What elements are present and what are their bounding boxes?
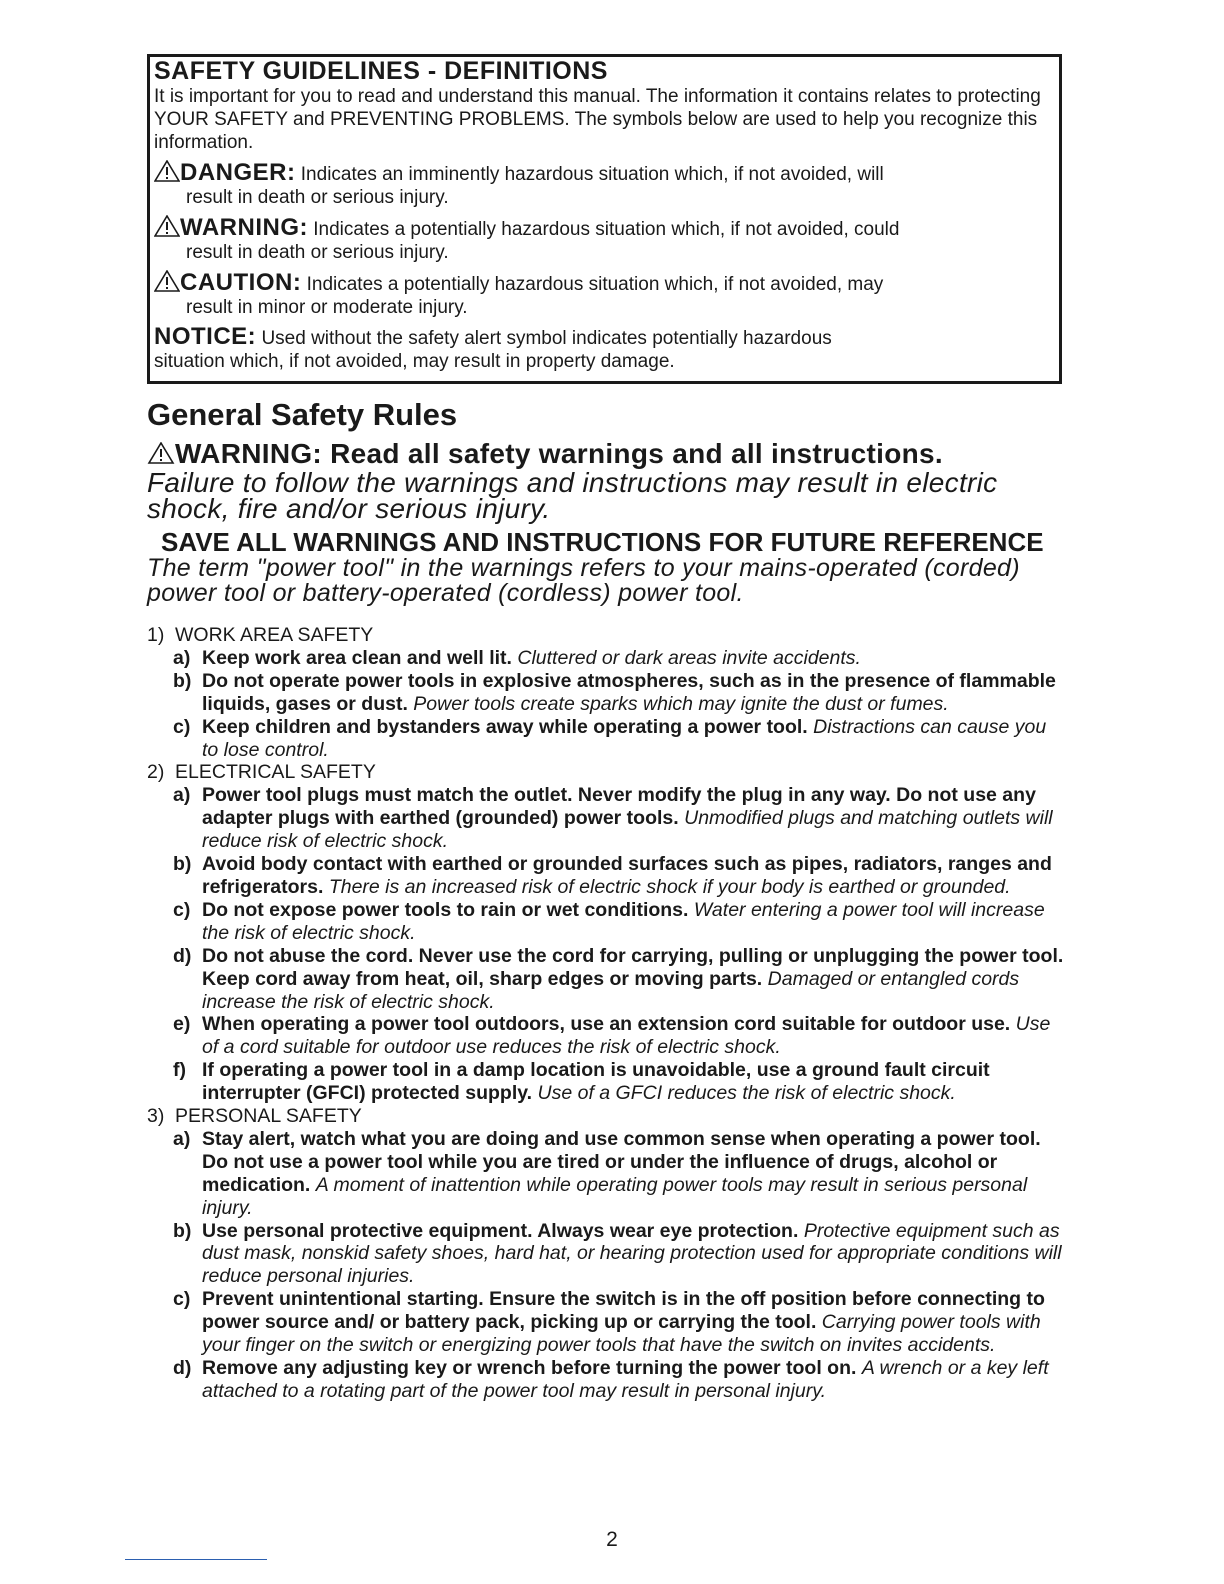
safety-definitions-box	[147, 54, 1062, 384]
rule-item	[147, 784, 1067, 853]
section-title: PERSONAL SAFETY	[175, 1105, 362, 1128]
rule-explanation: Power tools create sparks which may ignite the dust or fumes.	[413, 692, 949, 715]
rule-instruction: Avoid body contact with earthed or grounded surfaces such as pipes, radiators, ranges and refrigerators.	[202, 853, 1052, 898]
rule-instruction: Do not expose power tools to rain or wet conditions.	[202, 898, 689, 921]
rule-instruction: Do not abuse the cord. Never use the cord for carrying, pulling or unplugging the power tool. Keep cord away from heat, oil, sharp edges or moving parts.	[202, 944, 1064, 990]
general-warning	[147, 438, 1077, 522]
rule-item	[147, 647, 1067, 670]
rule-item	[147, 1059, 1067, 1105]
rule-instruction: Keep children and bystanders away while operating a power tool.	[202, 715, 808, 738]
notice-text-cont: situation which, if not avoided, may result in property damage.	[154, 351, 675, 372]
rule-explanation: Water entering a power tool will increase the risk of electric shock.	[202, 898, 1045, 944]
general-warning-title: WARNING: Read all safety warnings and all instructions.	[175, 438, 943, 469]
rule-explanation: Unmodified plugs and matching outlets will reduce risk of electric shock.	[202, 807, 1053, 853]
save-instructions-title: SAVE ALL WARNINGS AND INSTRUCTIONS FOR FUTURE REFERENCE	[161, 527, 1044, 557]
rule-item	[147, 716, 1067, 762]
alert-triangle-icon	[154, 160, 180, 182]
rule-letter: a)	[173, 1127, 191, 1150]
caution-definition	[154, 270, 1053, 319]
notice-text: Used without the safety alert symbol indicates potentially hazardous	[256, 328, 832, 349]
section-number: 3)	[147, 1105, 165, 1128]
rule-letter: a)	[173, 646, 191, 669]
danger-term: DANGER:	[180, 159, 296, 186]
rule-explanation: There is an increased risk of electric shock if your body is earthed or grounded.	[328, 875, 1011, 898]
rule-explanation: Use of a cord suitable for outdoor use reduces the risk of electric shock.	[202, 1013, 1051, 1059]
rule-item	[147, 945, 1067, 1014]
caution-term: CAUTION:	[180, 269, 302, 296]
danger-definition	[154, 160, 1053, 209]
save-instructions	[147, 528, 1067, 606]
rule-item	[147, 670, 1067, 716]
section-heading	[147, 761, 1067, 784]
page-heading: General Safety Rules	[147, 397, 458, 432]
caution-text-cont: result in minor or moderate injury.	[186, 297, 468, 318]
rule-explanation: Distractions can cause you to lose control.	[202, 715, 1047, 761]
section-number: 1)	[147, 624, 165, 646]
general-warning-text: Failure to follow the warnings and instructions may result in electric shock, fire and/or serious injury.	[147, 467, 998, 524]
warning-term: WARNING:	[180, 214, 308, 241]
rule-explanation: Damaged or entangled cords increase the risk of electric shock.	[202, 967, 1020, 1013]
section-title: ELECTRICAL SAFETY	[175, 761, 376, 784]
box-title: SAFETY GUIDELINES - DEFINITIONS	[154, 57, 608, 85]
safety-rules-list	[147, 624, 1067, 1403]
alert-triangle-icon	[154, 270, 180, 292]
section-title: WORK AREA SAFETY	[175, 624, 374, 646]
rule-explanation: Carrying power tools with your finger on the switch or energizing power tools that have the switch on invites accidents.	[202, 1311, 1041, 1357]
page-number: 2	[606, 1528, 618, 1551]
rule-item	[147, 1013, 1067, 1059]
rule-explanation: Use of a GFCI reduces the risk of electric shock.	[537, 1082, 956, 1105]
rule-instruction: Keep work area clean and well lit.	[202, 646, 512, 669]
danger-text: Indicates an imminently hazardous situation which, if not avoided, will	[295, 164, 884, 185]
rule-explanation: A wrench or a key left attached to a rotating part of the power tool may result in personal injury.	[202, 1357, 1049, 1402]
rule-letter: b)	[173, 669, 192, 692]
notice-term: NOTICE:	[154, 323, 257, 350]
caution-text: Indicates a potentially hazardous situation which, if not avoided, may	[301, 274, 884, 295]
rule-instruction: Use personal protective equipment. Always wear eye protection.	[202, 1219, 799, 1242]
section-number: 2)	[147, 761, 165, 784]
warning-text-cont: result in death or serious injury.	[186, 242, 449, 263]
rule-explanation: A moment of inattention while operating power tools may result in serious personal injury.	[202, 1173, 1028, 1219]
rule-letter: c)	[173, 1288, 191, 1311]
rule-item	[147, 899, 1067, 945]
section-heading	[147, 624, 1067, 647]
rule-explanation: Protective equipment such as dust mask, nonskid safety shoes, hard hat, or hearing protection used for appropriate conditions will reduce personal injuries.	[202, 1219, 1062, 1288]
power-tool-definition: The term "power tool" in the warnings refers to your mains-operated (corded) power tool or battery-operated (cordless) power tool.	[147, 554, 1020, 607]
danger-text-cont: result in death or serious injury.	[186, 187, 449, 208]
box-intro: It is important for you to read and understand this manual. The information it contains relates to protecting YOUR SAFETY and PREVENTING PROBLEMS. The symbols below are used to help you recognize this information.	[154, 86, 1041, 153]
rule-instruction: Stay alert, watch what you are doing and use common sense when operating a power tool. Do not use a power tool while you are tired or under the influence of drugs, alcohol or medication.	[202, 1127, 1041, 1196]
warning-definition	[154, 215, 1053, 264]
rule-explanation: Cluttered or dark areas invite accidents.	[517, 646, 861, 669]
rule-instruction: If operating a power tool in a damp location is unavoidable, use a ground fault circuit interrupter (GFCI) protected supply.	[202, 1059, 990, 1105]
rule-item	[147, 853, 1067, 899]
rule-letter: d)	[173, 944, 192, 967]
rule-item	[147, 1288, 1067, 1357]
rule-item	[147, 1220, 1067, 1289]
rule-instruction: Do not operate power tools in explosive atmospheres, such as in the presence of flammable liquids, gases or dust.	[202, 669, 1056, 715]
rule-instruction: When operating a power tool outdoors, use an extension cord suitable for outdoor use.	[202, 1013, 1011, 1036]
rule-item	[147, 1357, 1067, 1403]
rule-letter: d)	[173, 1357, 192, 1379]
alert-triangle-icon	[154, 215, 180, 237]
rule-instruction: Remove any adjusting key or wrench before turning the power tool on.	[202, 1357, 857, 1379]
rule-item	[147, 1128, 1067, 1220]
rule-letter: b)	[173, 1219, 192, 1242]
rule-instruction: Prevent unintentional starting. Ensure the switch is in the off position before connecting to power source and/ or battery pack, picking up or carrying the tool.	[202, 1288, 1045, 1334]
alert-triangle-icon	[147, 442, 175, 464]
rule-letter: b)	[173, 853, 192, 876]
rule-letter: a)	[173, 784, 191, 807]
rule-instruction: Power tool plugs must match the outlet. Never modify the plug in any way. Do not use any adapter plugs with earthed (grounded) power tools.	[202, 784, 1036, 830]
rule-letter: c)	[173, 715, 191, 738]
rule-letter: c)	[173, 898, 191, 921]
rule-letter: f)	[173, 1059, 186, 1082]
footer-rule	[125, 1559, 267, 1560]
notice-definition	[154, 325, 1053, 373]
section-heading	[147, 1105, 1067, 1128]
rule-letter: e)	[173, 1013, 191, 1036]
warning-text: Indicates a potentially hazardous situation which, if not avoided, could	[307, 219, 900, 240]
